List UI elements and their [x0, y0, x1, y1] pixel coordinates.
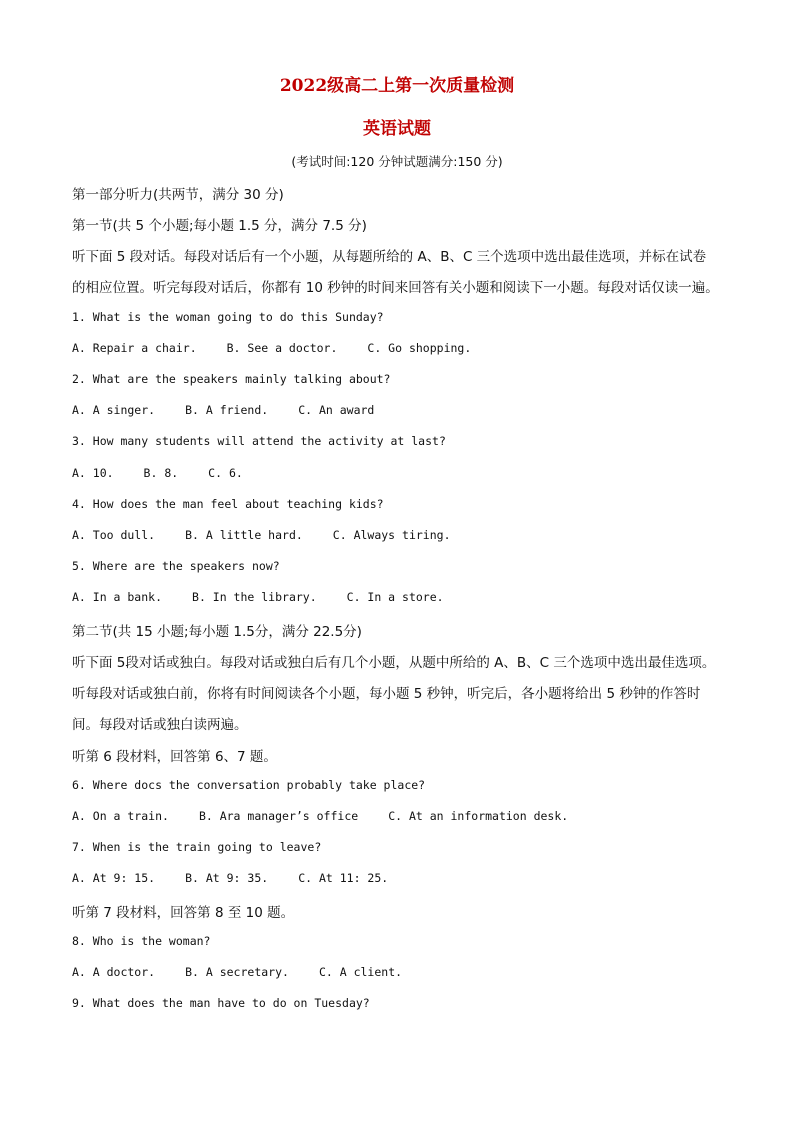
section1-instructions-1: 听下面 5 段对话。每段对话后有一个小题，从每题所给的 A、B、C 三个选项中选出最佳选项，并标在试卷 [72, 249, 707, 265]
option-c: C. At 11: 25. [298, 871, 389, 885]
question-9: 9. What does the man have to do on Tuesday? [72, 996, 370, 1010]
material-7-note: 听第 7 段材料，回答第 8 至 10 题。 [72, 905, 295, 921]
option-c: C. Go shopping. [367, 341, 472, 355]
subject-title: 英语试题 [363, 119, 431, 139]
option-a: A. In a bank. [72, 590, 163, 604]
options-7 [72, 871, 388, 885]
question-2: 2. What are the speakers mainly talking about? [72, 372, 391, 386]
option-b: B. A little hard. [185, 528, 303, 542]
option-b: B. See a doctor. [226, 341, 338, 355]
section1-instructions-2: 的相应位置。听完每段对话后，你都有 10 秒钟的时间来回答有关小题和阅读下一小题。每段对话仅读一遍。 [72, 280, 719, 296]
options-8 [72, 965, 402, 979]
question-3: 3. How many students will attend the activity at last? [72, 434, 446, 448]
options-2 [72, 403, 374, 417]
option-b: B. A secretary. [185, 965, 289, 979]
option-b: B. At 9: 35. [185, 871, 269, 885]
options-4 [72, 528, 451, 542]
option-b: B. In the library. [192, 590, 317, 604]
options-1 [72, 341, 471, 355]
option-c: C. Always tiring. [332, 528, 451, 542]
option-a: A. Too dull. [72, 528, 156, 542]
question-6: 6. Where docs the conversation probably take place? [72, 778, 426, 792]
section2-instructions-1: 听下面 5段对话或独白。每段对话或独白后有几个小题，从题中所给的 A、B、C 三个选项中选出最佳选项。 [72, 655, 716, 671]
material-6-note: 听第 6 段材料，回答第 6、7 题。 [72, 749, 277, 765]
options-5 [72, 590, 444, 604]
option-b: B. 8. [143, 466, 179, 480]
option-b: B. A friend. [185, 403, 269, 417]
option-a: A. A singer. [72, 403, 156, 417]
option-c: C. In a store. [346, 590, 444, 604]
section1-heading: 第一节(共 5 个小题;每小题 1.5 分，满分 7.5 分) [72, 218, 367, 234]
option-c: C. An award [298, 403, 375, 417]
question-5: 5. Where are the speakers now? [72, 559, 280, 573]
section2-instructions-2: 听每段对话或独白前，你将有时间阅读各个小题，每小题 5 秒钟，听完后，各小题将给出 5 秒钟的作答时 [72, 686, 701, 702]
options-3 [72, 466, 243, 480]
question-4: 4. How does the man feel about teaching kids? [72, 497, 384, 511]
option-c: C. At an information desk. [388, 809, 569, 823]
question-8: 8. Who is the woman? [72, 934, 211, 948]
option-a: A. Repair a chair. [72, 341, 197, 355]
options-6 [72, 809, 568, 823]
option-a: A. 10. [72, 466, 114, 480]
option-b: B. Ara manager’s office [198, 809, 359, 823]
option-c: C. 6. [208, 466, 243, 480]
option-a: A. A doctor. [72, 965, 156, 979]
section2-instructions-3: 间。每段对话或独白读两遍。 [72, 717, 248, 733]
part1-heading: 第一部分听力(共两节，满分 30 分) [72, 187, 284, 203]
question-7: 7. When is the train going to leave? [72, 840, 322, 854]
option-a: A. On a train. [72, 809, 169, 823]
exam-title: 2022级高二上第一次质量检测 [279, 76, 515, 96]
option-c: C. A client. [318, 965, 403, 979]
section2-heading: 第二节(共 15 小题;每小题 1.5分，满分 22.5分) [72, 624, 362, 640]
option-a: A. At 9: 15. [72, 871, 156, 885]
question-1: 1. What is the woman going to do this Sunday? [72, 310, 384, 324]
exam-info: (考试时间:120 分钟试题满分:150 分) [291, 154, 503, 169]
